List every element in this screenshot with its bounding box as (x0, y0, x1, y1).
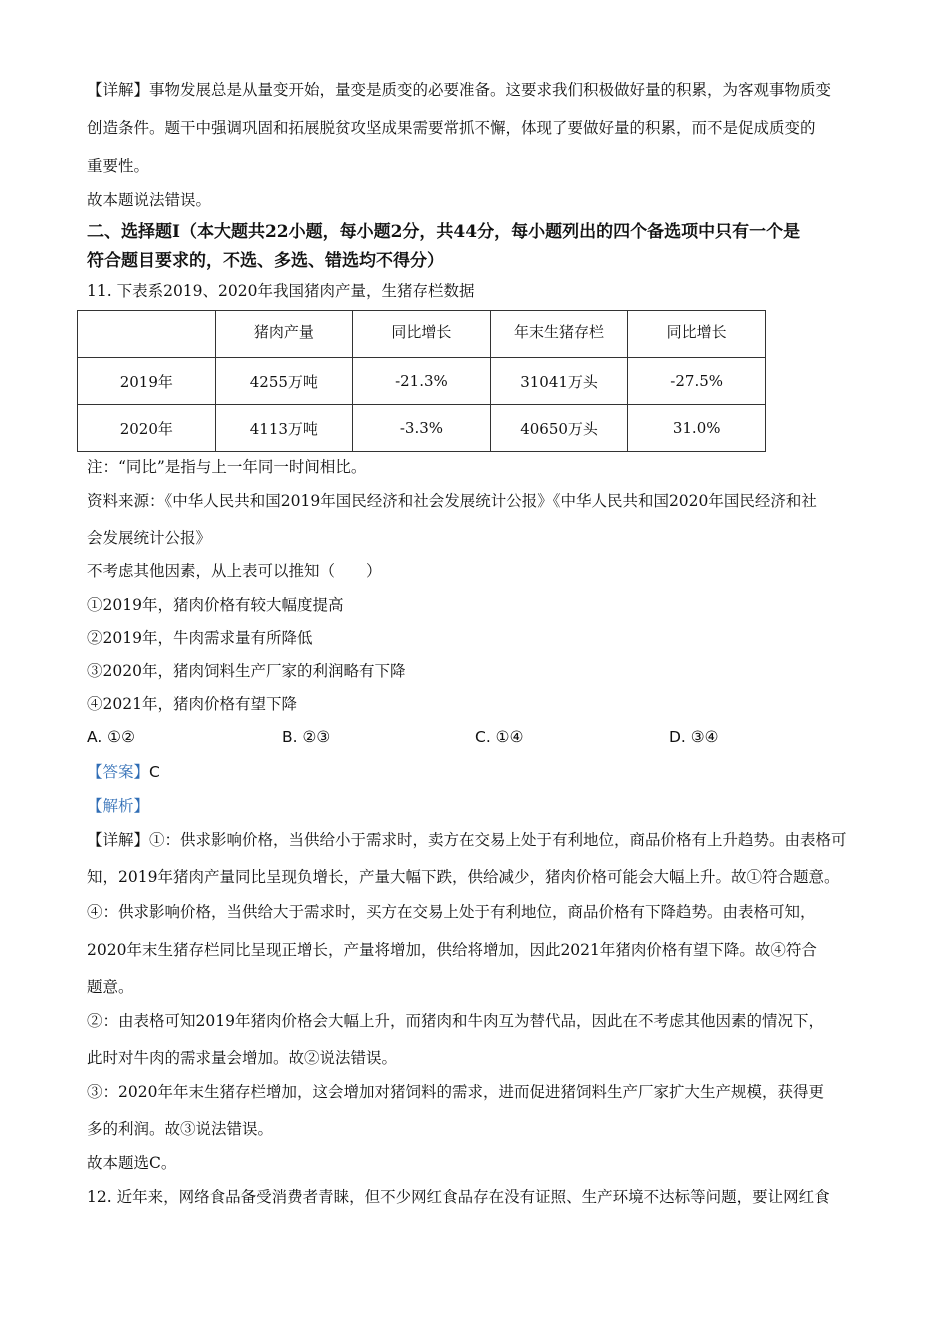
table-row (78, 405, 766, 452)
table-cell: 40650万头 (490, 405, 628, 452)
detail-line: 2020年末生猪存栏同比呈现正增长，产量将增加，供给将增加，因此2021年猪肉价格有望下降。故④符合 (87, 941, 817, 959)
table-cell: 2019年 (78, 358, 216, 405)
option-b: B. ②③ (282, 728, 331, 746)
table-row (78, 358, 766, 405)
answer-line (87, 762, 160, 782)
detail-intro-line: 创造条件。题干中强调巩固和拓展脱贫攻坚成果需要常抓不懈，体现了要做好量的积累，而不是促成质变的 (87, 119, 816, 137)
detail-line: 多的利润。故③说法错误。 (87, 1120, 274, 1138)
table-header: 同比增长 (353, 311, 491, 358)
statement-item: ①2019年，猪肉价格有较大幅度提高 (87, 596, 344, 614)
option-a: A. ①② (87, 728, 135, 746)
question-stem: 12. 近年来，网络食品备受消费者青睐，但不少网红食品存在没有证照、生产环境不达标等问题，要让网红食 (87, 1188, 830, 1206)
question-prompt: 不考虑其他因素，从上表可以推知（ ） (87, 562, 382, 580)
option-c: C. ①④ (475, 728, 524, 746)
table-header (78, 311, 216, 358)
statement-item: ④2021年，猪肉价格有望下降 (87, 695, 297, 713)
detail-line: ③：2020年年末生猪存栏增加，这会增加对猪饲料的需求，进而促进猪饲料生产厂家扩大生产规模，获得更 (87, 1083, 824, 1101)
source-text: 资料来源：《中华人民共和国2019年国民经济和社会发展统计公报》《中华人民共和国2020年国民经济和社 (87, 492, 817, 510)
answer-label: 【答案】 (87, 763, 150, 781)
table-cell: 4255万吨 (215, 358, 353, 405)
table-cell: 2020年 (78, 405, 216, 452)
table-cell: 31041万头 (490, 358, 628, 405)
detail-line: 此时对牛肉的需求量会增加。故②说法错误。 (87, 1049, 398, 1067)
option-d: D. ③④ (669, 728, 719, 746)
detail-intro-line: 重要性。 (87, 157, 150, 175)
section-heading: 符合题目要求的，不选、多选、错选均不得分） (87, 251, 444, 271)
answer-value: C (149, 763, 160, 781)
question-stem: 11. 下表系2019、2020年我国猪肉产量，生猪存栏数据 (87, 282, 475, 300)
table-cell: 31.0% (628, 405, 766, 452)
detail-line: 【详解】①：供求影响价格，当供给小于需求时，卖方在交易上处于有利地位，商品价格有上升趋势。由表格可 (87, 831, 847, 849)
detail-line: ④：供求影响价格，当供给大于需求时，买方在交易上处于有利地位，商品价格有下降趋势。由表格可知， (87, 903, 816, 921)
table-header: 同比增长 (628, 311, 766, 358)
table-header: 年末生猪存栏 (490, 311, 628, 358)
detail-line: 故本题选C。 (87, 1154, 177, 1172)
statement-item: ②2019年，牛肉需求量有所降低 (87, 629, 313, 647)
table-cell: -27.5% (628, 358, 766, 405)
detail-line: 知，2019年猪肉产量同比呈现负增长，产量大幅下跌，供给减少，猪肉价格可能会大幅上升。故①符合题意。 (87, 868, 840, 886)
table-header-row (78, 311, 766, 358)
detail-line: 题意。 (87, 978, 134, 996)
conclusion-text: 故本题说法错误。 (87, 191, 212, 209)
table-note: 注：“同比”是指与上一年同一时间相比。 (87, 458, 367, 476)
data-table (77, 310, 766, 452)
table-cell: -21.3% (353, 358, 491, 405)
detail-intro-line: 【详解】事物发展总是从量变开始，量变是质变的必要准备。这要求我们积极做好量的积累，为客观事物质变 (87, 81, 832, 99)
table-header: 猪肉产量 (215, 311, 353, 358)
section-heading: 二、选择题Ⅰ（本大题共22小题，每小题2分，共44分，每小题列出的四个备选项中只有一个是 (87, 222, 801, 242)
table-cell: 4113万吨 (215, 405, 353, 452)
detail-line: ②：由表格可知2019年猪肉价格会大幅上升，而猪肉和牛肉互为替代品，因此在不考虑其他因素的情况下， (87, 1012, 824, 1030)
table-cell: -3.3% (353, 405, 491, 452)
source-text: 会发展统计公报》 (87, 529, 212, 547)
analysis-label: 【解析】 (87, 797, 150, 815)
statement-item: ③2020年，猪肉饲料生产厂家的利润略有下降 (87, 662, 406, 680)
